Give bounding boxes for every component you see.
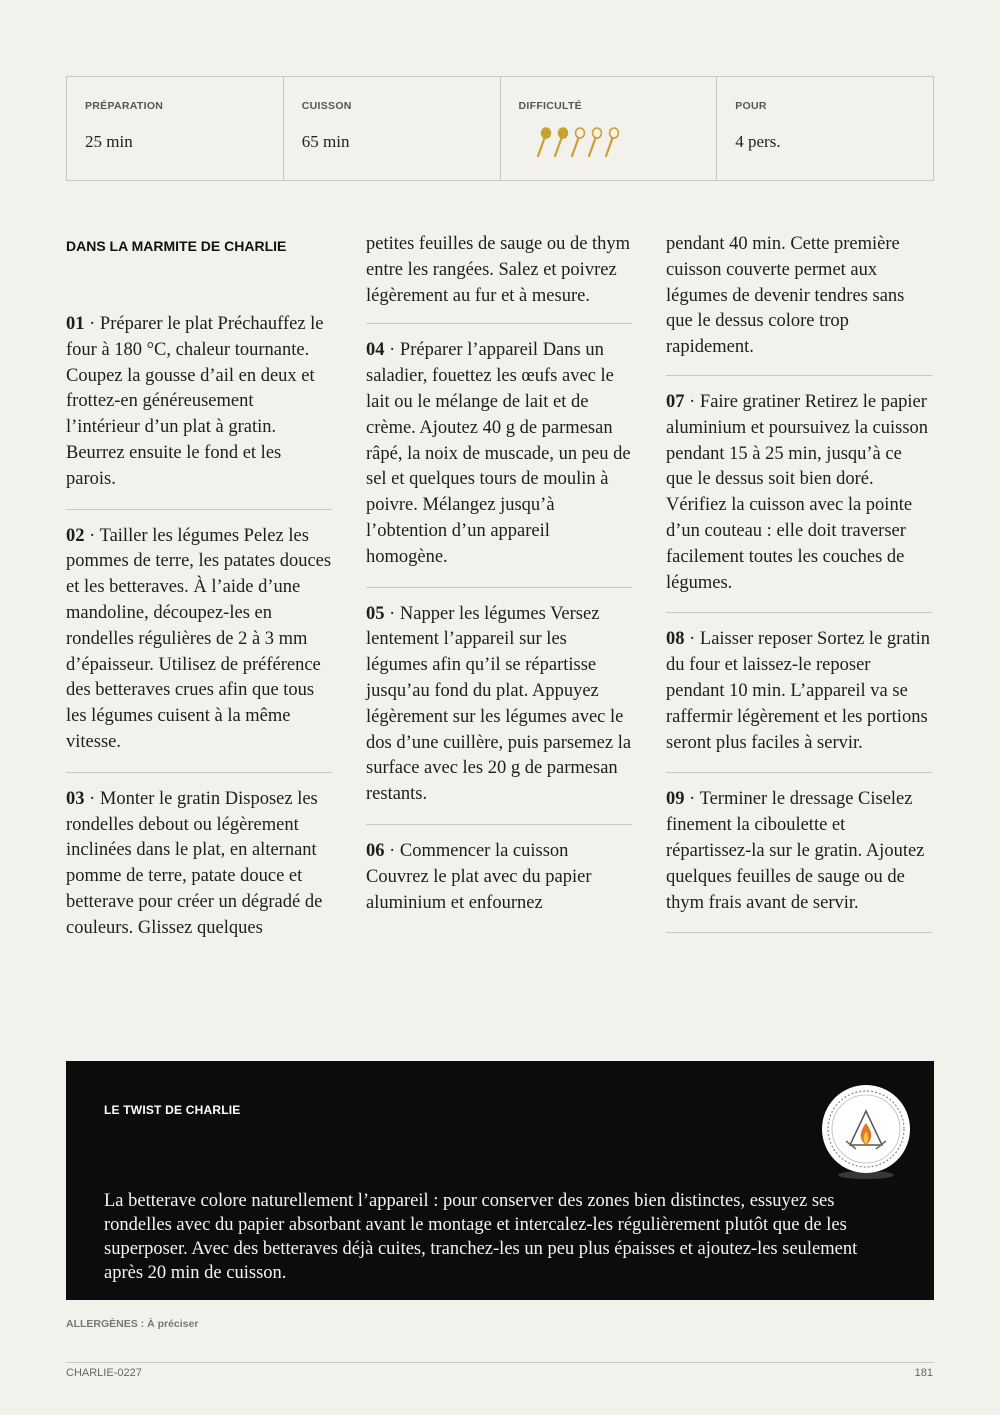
difficulty-rating	[535, 126, 699, 158]
twist-title: LE TWIST DE CHARLIE	[104, 1103, 241, 1117]
preparation-value: 25 min	[85, 132, 133, 151]
spoon-filled-icon	[552, 126, 569, 158]
spoon-empty-icon	[569, 126, 586, 158]
spoon-empty-icon	[603, 126, 620, 158]
step-number: 08	[666, 629, 685, 650]
page-number: 181	[914, 1367, 933, 1379]
step-text: · Tailler les légumes Pelez les pommes de terre, les patates douces et les betteraves. À l’aide d’une mandoline, découpez-les en rondelles régulières de 2 à 3 mm d’épaisseur. Utilisez de préférence des betteraves crues afin que tous les légumes cuisent à la même vitesse.	[66, 525, 332, 752]
recipe-code: CHARLIE-0227	[66, 1367, 142, 1379]
cuisson-label: CUISSON	[301, 100, 352, 112]
info-cuisson	[284, 77, 501, 180]
step-06	[366, 825, 632, 932]
step-number: 09	[666, 789, 685, 810]
step-01	[66, 298, 332, 510]
spoon-filled-icon	[535, 126, 552, 158]
recipe-info-table	[66, 76, 934, 181]
step-05	[366, 588, 632, 825]
step-text: · Préparer l’appareil Dans un saladier, fouettez les œufs avec le lait ou le mélange de lait et de crème. Ajoutez 40 g de parmesan râpé, la noix de muscade, un peu de sel et quelques tours de moulin à poivre. Mélangez jusqu’à l’obtention d’un appareil homogène.	[366, 340, 631, 567]
step-text: · Préparer le plat Préchauffez le four à 180 °C, chaleur tournante. Coupez la gousse d’ail en deux et frottez-en généreusement l’intérieur d’un plat à gratin. Beurrez ensuite le fond et les parois.	[66, 314, 324, 489]
step-03-continued: petites feuilles de sauge ou de thym entre les rangées. Salez et poivrez légèrement au fur et à mesure.	[366, 232, 632, 324]
footer-divider	[66, 1362, 934, 1363]
twist-box	[66, 1061, 934, 1300]
step-text: · Monter le gratin Disposez les rondelles debout ou légèrement inclinées dans le plat, en alternant pomme de terre, patate douce et betterave pour créer un dégradé de couleurs. Glissez quelques	[66, 788, 323, 938]
step-04	[366, 324, 632, 587]
step-number: 01	[66, 314, 85, 334]
step-text: · Napper les légumes Versez lentement l’appareil sur les légumes afin qu’il se répartisse jusqu’au fond du plat. Appuyez légèrement sur les légumes avec le dos d’une cuillère, puis parsemez la surface avec les 20 g de parmesan restants.	[366, 603, 632, 805]
spoon-empty-icon	[586, 126, 603, 158]
step-text: · Laisser reposer Sortez le gratin du four et laissez-le reposer pendant 10 min. L’appareil va se raffermir légèrement et les portions seront plus faciles à servir.	[666, 629, 931, 753]
step-text: · Faire gratiner Retirez le papier aluminium et poursuivez la cuisson pendant 15 à 25 min, jusqu’à ce que le dessus soit bien doré. Vérifiez la cuisson avec la pointe d’un couteau : elle doit traverser facilement toutes les couches de légumes.	[666, 391, 929, 593]
difficulte-label: DIFFICULTÉ	[518, 100, 582, 112]
step-number: 05	[366, 603, 385, 624]
step-number: 03	[66, 788, 85, 809]
step-03	[66, 773, 332, 958]
step-number: 07	[666, 391, 685, 412]
step-number: 04	[366, 340, 385, 361]
preparation-label: PRÉPARATION	[85, 100, 164, 112]
info-preparation	[67, 77, 284, 180]
charlie-badge-icon	[820, 1083, 912, 1183]
column-1	[66, 232, 332, 958]
step-number: 06	[366, 840, 385, 861]
step-07	[666, 376, 932, 613]
section-title: DANS LA MARMITE DE CHARLIE	[66, 238, 287, 254]
info-pour	[717, 77, 933, 180]
pour-label: POUR	[735, 100, 767, 112]
column-3	[666, 232, 932, 958]
step-02	[66, 510, 332, 773]
steps-columns	[66, 232, 934, 958]
column-2	[366, 232, 632, 958]
allergens-note: ALLERGÈNES : À préciser	[66, 1318, 199, 1330]
info-difficulte	[501, 77, 718, 180]
pour-value: 4 pers.	[735, 132, 781, 151]
step-text: · Commencer la cuisson Couvrez le plat avec du papier aluminium et enfournez	[366, 840, 592, 913]
cuisson-value: 65 min	[301, 132, 350, 151]
step-09	[666, 773, 932, 933]
step-06-continued: pendant 40 min. Cette première cuisson couverte permet aux légumes de devenir tendres sans que le dessus colore trop rapidement.	[666, 232, 932, 376]
twist-text: La betterave colore naturellement l’appareil : pour conserver des zones bien distinctes, essuyez ses rondelles avec du papier absorbant avant le montage et intercalez-les régulièrement plutôt que de les superposer. Avec des betteraves déjà cuites, tranchez-les un peu plus épaisses et ajoutez-les seulement après 20 min de cuisson.	[104, 1191, 858, 1283]
step-number: 02	[66, 525, 85, 546]
step-08	[666, 613, 932, 773]
step-text: · Terminer le dressage Ciselez finement la ciboulette et répartissez-la sur le gratin. Ajoutez quelques feuilles de sauge ou de thym frais avant de servir.	[666, 789, 925, 913]
